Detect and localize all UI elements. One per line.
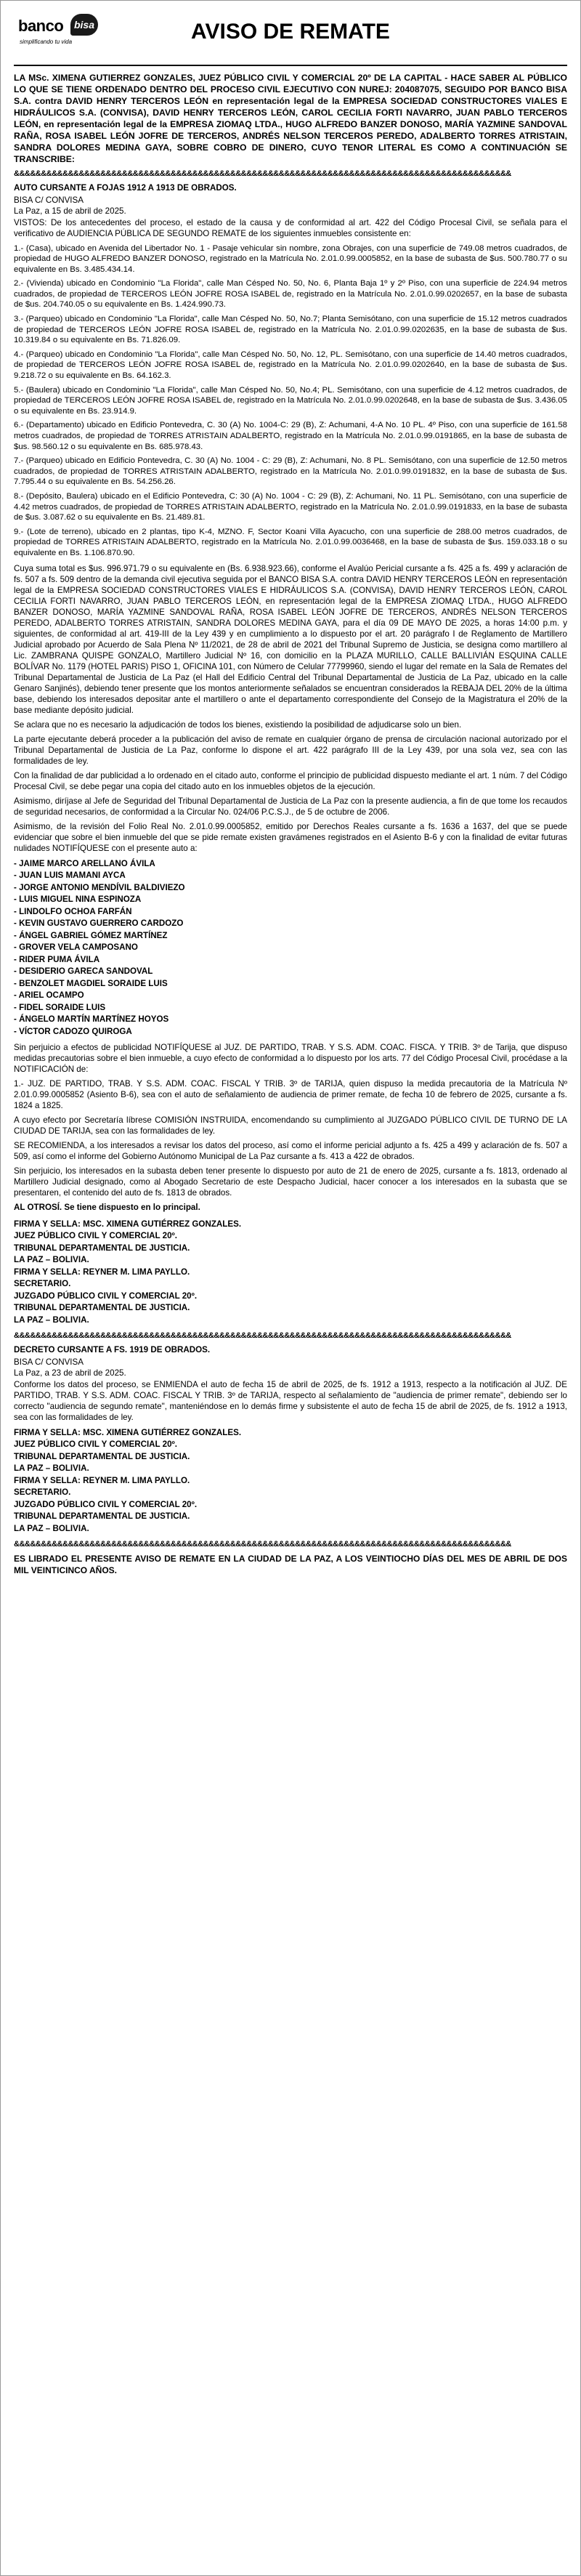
auto-date: La Paz, a 15 de abril de 2025.: [14, 206, 126, 216]
auto-section: [14, 182, 567, 239]
case-office: BISA C/ CONVISA: [14, 195, 84, 205]
notified-name: - JAIME MARCO ARELLANO ÁVILA: [14, 858, 155, 868]
notice-title: AVISO DE REMATE: [191, 20, 390, 44]
signature-line: FIRMA Y SELLA: REYNER M. LIMA PAYLLO.: [14, 1475, 190, 1485]
post-notice-paragraphs: [14, 1042, 567, 1214]
header-divider: [14, 65, 567, 66]
final-statement: ES LIBRADO EL PRESENTE AVISO DE REMATE EN LA CIUDAD DE LA PAZ, A LOS VEINTIOCHO DÍAS DEL MES DE ABRIL DE DOS MIL VEINTICINCO AÑOS.: [14, 1554, 567, 1576]
folio-paragraph: Asimismo, de la revisión del Folio Real No. 2.01.0.99.0005852, emitido por Derechos Reales cursante a fs. 1636 a 1637, del que se puede evidenciar que sobre el bien inmueble del que se pide remate existen gravámenes registrados en el Asiento B-6 y con la finalidad de evitar futuras nulidades NOTIFÍQUESE con el presente auto a:: [14, 821, 567, 853]
notified-name: - JORGE ANTONIO MENDÍVIL BALDIVIEZO: [14, 882, 185, 892]
separator-line: &&&&&&&&&&&&&&&&&&&&&&&&&&&&&&&&&&&&&&&&&&&&&&&&&&&&&&&&&&&&&&&&&&&&&&&&&&&&&&&&&&&&&&&&&&&&: [14, 1331, 511, 1341]
notified-names-list: [14, 858, 567, 1038]
notified-name: - GROVER VELA CAMPOSANO: [14, 942, 138, 953]
vistos-paragraph: VISTOS: De los antecedentes del proceso, el estado de la causa y de conformidad al art. 422 del Código Procesal Civil, se señala para el verificativo de AUDIENCIA PÚBLICA DE SEGUNDO REMATE de los siguientes inmuebles consistente en:: [14, 217, 567, 238]
signature-line: FIRMA Y SELLA: MSC. XIMENA GUTIÉRREZ GONZALES.: [14, 1427, 242, 1437]
signature-line: TRIBUNAL DEPARTAMENTAL DE JUSTICIA.: [14, 1511, 190, 1522]
lot-item: 4.- (Parqueo) ubicado en Condominio "La Florida", calle Man Césped No. 50, No. 12, PL. Semisótano, con una superficie de 14.40 metros cuadrados, de propiedad de TERCEROS LEÓN JOFRE ROSA ISABEL de, registrado en la Matrícula No. 2.01.0.99.0202640, en la base de subasta de $us. 9.218.72 o su equivalente en Bs. 64.162.3.: [14, 350, 567, 381]
total-paragraph: Cuya suma total es $us. 996.971.79 o su equivalente en (Bs. 6.938.923.66), conforme el Avalúo Pericial cursante a fs. 425 a fs. 499 y aclaración de fs. 507 a fs. 509 dentro de la demanda civil ejecutiva seguida por el BANCO BISA S.A. contra DAVID HENRY TERCEROS LEÓN en representación legal de la EMPRESA SOCIEDAD CONSTRUCTORES VIALES E HIDRÁULICOS S.A. (CONVISA), DAVID HENRY TERCEROS LEÓN, CAROL CECILIA FORTI NAVARRO, JUAN PABLO TERCEROS LEÓN, en representación legal de la EMPRESA ZIOMAQ LTDA., HUGO ALFREDO BANZER DONOSO, MARÍA YAZMINE SANDOVAL RAÑA, ROSA ISABEL LEÓN JOFRE DE TERCEROS, ANDRÉS NELSON TERCEROS PEREDO, ADALBERTO TORRES ATRISTAIN, SANDRA DOLORES MEDINA GAYA, para el día 09 DE MAYO DE 2025, a horas 14:00 p.m. y siguientes, de conformidad al art. 419-III de la Ley 439 y en cumplimiento a lo dispuesto por el art. 20 parágrafo I de Reglamento de Martillero Judicial aprobado por Acuerdo de Sala Plena Nº 11/2021, de 28 de abril de 2021 del Tribunal Supremo de Justicia, se designa como martillero al Lic. ZAMBRANA QUISPE GONZALO, Martillero Judicial Nº 16, con domicilio en la PLAZA MURILLO, CALLE BALLIVIÁN ESQUINA CALLE BOLÍVAR No. 1179 (HOTEL PARIS) PISO 1, OFICINA 101, con Número de Celular 77799960, siendo el lugar del remate en la Sala de Remates del Tribunal Departamental de Justicia de La Paz (el Hall del Edificio Central del Tribunal Departamental de Justicia de La Paz, ubicado en la calle Genaro Sanjinés), debiendo tener presente que los montos anteriormente señalados se encuentran considerados la REBAJA DEL 20% de la última base, debiendo los interesados depositar ante el martillero o ante el departamento correspondiente del Consejo de la Magistratura el 20% de la base mediante depósito judicial.: [14, 563, 567, 715]
notified-name: - DESIDERIO GARECA SANDOVAL: [14, 966, 153, 977]
lot-item: 9.- (Lote de terreno), ubicado en 2 plantas, tipo K-4, MZNO. F, Sector Koani Villa Ayacucho, con una superficie de 288.00 metros cuadrados, de propiedad de TORRES ATRISTAIN ADALBERTO, registrado en la Matrícula No. 2.01.0.99.0036468, en la base de subasta de $us. 159.033.18 o su equivalente en Bs. 1.106.870.90.: [14, 527, 567, 557]
posting-paragraph: Con la finalidad de dar publicidad a lo ordenado en el citado auto, conforme el principio de publicidad dispuesto mediante el art. 1 núm. 7 del Código Procesal Civil, se debe pegar una copia del citado auto en los inmuebles objetos de la ejecución.: [14, 770, 567, 791]
separator-line: &&&&&&&&&&&&&&&&&&&&&&&&&&&&&&&&&&&&&&&&&&&&&&&&&&&&&&&&&&&&&&&&&&&&&&&&&&&&&&&&&&&&&&&&&&&&: [14, 169, 511, 178]
lot-item: 2.- (Vivienda) ubicado en Condominio "La Florida", calle Man Césped No. 50, No. 6, Planta Baja 1º y 2º Piso, con una superficie de 224.94 metros cuadrados, de propiedad de TERCEROS LEÓN JOFRE ROSA ISABEL de, registrado en la Matrícula No. 2.01.0.99.0202657, en la base de subasta de $us. 204.740.05 o su equivalente en Bs. 1.424.990.73.: [14, 279, 567, 310]
commission-paragraph: A cuyo efecto por Secretaría líbrese COMISIÓN INSTRUIDA, encomendando su cumplimiento al JUZGADO PÚBLICO CIVIL DE TURNO DE LA CIUDAD DE TARIJA, sea con las formalidades de ley.: [14, 1115, 567, 1136]
signature-line: LA PAZ – BOLIVIA.: [14, 1463, 89, 1474]
logo-tagline: simplificando tu vida: [20, 39, 73, 45]
signature-line: LA PAZ – BOLIVIA.: [14, 1315, 89, 1325]
decree-office: BISA C/ CONVISA: [14, 1357, 84, 1367]
recommendation-paragraph: SE RECOMIENDA, a los interesados a revisar los datos del proceso, así como el informe pericial adjunto a fs. 425 a 499 y aclaración de fs. 507 a 509, así como el informe del Gobierno Autónomo Municipal de La Paz cursante a fs. 413 a 422 de obrados.: [14, 1141, 567, 1162]
notified-name: - LUIS MIGUEL NINA ESPINOZA: [14, 895, 142, 905]
notified-name: - RIDER PUMA ÁVILA: [14, 954, 100, 964]
intro-paragraph: LA MSc. XIMENA GUTIERREZ GONZALES, JUEZ PÚBLICO CIVIL Y COMERCIAL 20º DE LA CAPITAL - HACE SABER AL PÚBLICO LO QUE SE TIENE ORDENADO DENTRO DEL PROCESO CIVIL EJECUTIVO CON NUREJ: 204087075, SEGUIDO POR BANCO BISA S.A. contra DAVID HENRY TERCEROS LEÓN en representación legal de la EMPRESA SOCIEDAD CONSTRUCTORES VIALES E HIDRÁULICOS S.A. (CONVISA), DAVID HENRY TERCEROS LEÓN, CAROL CECILIA FORTI NAVARRO, JUAN PABLO TERCEROS LEÓN, en representación legal de la EMPRESA ZIOMAQ LTDA., HUGO ALFREDO BANZER DONOSO, MARÍA YAZMINE SANDOVAL RAÑA, ROSA ISABEL LEÓN JOFRE DE TERCEROS, ANDRÉS NELSON TERCEROS PEREDO, ADALBERTO TORRES ATRISTAIN, SANDRA DOLORES MEDINA GAYA, SOBRE COBRO DE DINERO, CUYO TENOR LITERAL ES COMO A CONTINUACIÓN SE TRANSCRIBE:: [14, 73, 567, 164]
signature-line: TRIBUNAL DEPARTAMENTAL DE JUSTICIA.: [14, 1303, 190, 1313]
notified-name: - VÍCTOR CADOZO QUIROGA: [14, 1026, 132, 1036]
signature-block-1: [14, 1219, 567, 1327]
notified-name: - JUAN LUIS MAMANI AYCA: [14, 871, 126, 881]
partial-adjudication-note: Se aclara que no es necesario la adjudicación de todos los bienes, existiendo la posibilidad de adjudicarse solo un bien.: [14, 719, 462, 730]
decree-body: Conforme los datos del proceso, se ENMIENDA el auto de fecha 15 de abril de 2025, de fs. 1912 a 1913, respecto a la notificación al JUZ. DE PARTIDO, TRAB. Y S.S. ADM. COAC. FISCAL Y TRIB. 3º de TARIJA, respecto al señalamiento de "audiencia de primer remate", debiendo ser lo correcto "audiencia de segundo remate", manteniéndose en lo demás firme y subsistente el auto de fecha 15 de abril de 2025, de fs. 1912 a 1913, sea con las formalidades de ley.: [14, 1379, 567, 1422]
otrosi-line: AL OTROSÍ. Se tiene dispuesto en lo principal.: [14, 1203, 200, 1213]
notified-name: - BENZOLET MAGDIEL SORAIDE LUIS: [14, 978, 168, 988]
decree-date: La Paz, a 23 de abril de 2025.: [14, 1368, 126, 1378]
lot-item: 3.- (Parqueo) ubicado en Condominio "La Florida", calle Man Césped No. 50, No.7; Planta Semisótano, con una superficie de 15.12 metros cuadrados de propiedad de TERCEROS LEÓN JOFRE ROSA ISABEL de, registrado en la Matrícula No. 2.01.0.99.0202635, en la base de subasta de $us. 10.319.84 o su equivalente en Bs. 71.826.09.: [14, 315, 567, 345]
signature-line: JUEZ PÚBLICO CIVIL Y COMERCIAL 20º.: [14, 1440, 177, 1450]
auto-heading: AUTO CURSANTE A FOJAS 1912 A 1913 DE OBRADOS.: [14, 183, 237, 193]
decree-heading: DECRETO CURSANTE A FS. 1919 DE OBRADOS.: [14, 1345, 211, 1355]
logo-mark: bisa: [70, 14, 98, 36]
signature-line: LA PAZ – BOLIVIA.: [14, 1255, 89, 1265]
signature-line: FIRMA Y SELLA: MSC. XIMENA GUTIÉRREZ GONZALES.: [14, 1219, 242, 1229]
signature-line: TRIBUNAL DEPARTAMENTAL DE JUSTICIA.: [14, 1451, 190, 1461]
notified-name: - ÁNGEL GABRIEL GÓMEZ MARTÍNEZ: [14, 930, 168, 940]
signature-line: JUZGADO PÚBLICO CIVIL Y COMERCIAL 20º.: [14, 1499, 198, 1509]
lot-item: 7.- (Parqueo) ubicado en Edificio Pontevedra, C. 30 (A) No. 1004 - C: 29 (B), Z: Achumani, No. 8 PL. Semisótano, con una superficie de 12.50 metros cuadrados, de propiedad de TORRES ATRISTAIN ADALBERTO, registrado en la Matrícula No. 2.01.0.99.0191832, en la base de subasta de $us. 7.795.44 o su equivalente en Bs. 54.256.26.: [14, 456, 567, 487]
signature-line: LA PAZ – BOLIVIA.: [14, 1523, 89, 1533]
separator-line: &&&&&&&&&&&&&&&&&&&&&&&&&&&&&&&&&&&&&&&&&&&&&&&&&&&&&&&&&&&&&&&&&&&&&&&&&&&&&&&&&&&&&&&&&&&&: [14, 1540, 511, 1549]
notice-header: [14, 9, 567, 62]
signature-line: TRIBUNAL DEPARTAMENTAL DE JUSTICIA.: [14, 1243, 190, 1253]
notified-name: - KEVIN GUSTAVO GUERRERO CARDOZO: [14, 918, 184, 929]
notified-name: - LINDOLFO OCHOA FARFÁN: [14, 906, 132, 916]
signature-line: FIRMA Y SELLA: REYNER M. LIMA PAYLLO.: [14, 1267, 190, 1277]
signature-line: SECRETARIO.: [14, 1279, 71, 1289]
security-paragraph: Asimismo, diríjase al Jefe de Seguridad del Tribunal Departamental de Justicia de La Paz con la presente audiencia, a fin de que tome los recaudos de seguridad necesarios, de conformidad a la Circular No. 024/06 P.C.S.J., de 5 de octubre de 2006.: [14, 796, 567, 817]
lot-item: 6.- (Departamento) ubicado en Edificio Pontevedra, C. 30 (A) No. 1004-C: 29 (B), Z: Achumani, 4-A No. 10 PL. 4º Piso, con una superficie de 161.58 metros cuadrados, de propiedad de TORRES ATRISTAIN ADALBERTO, registrado en la Matrícula No. 2.01.0.99.0191865, en la base de subasta de $us. 98.560.12 o su equivalente en Bs. 685.978.43.: [14, 421, 567, 451]
signature-block-2: [14, 1427, 567, 1535]
notified-name: - FIDEL SORAIDE LUIS: [14, 1002, 106, 1012]
lot-item: 8.- (Depósito, Baulera) ubicado en el Edificio Pontevedra, C: 30 (A) No. 1004 - C: 29 (B), Z: Achumani, No. 11 PL. Semisótano, con una superficie de 4.42 metros cuadrados, de propiedad de TORRES ATRISTAIN ADALBERTO, registrado en la Matrícula No. 2.01.0.99.0191833, en la base de subasta de $us. 3.087.62 o su equivalente en Bs. 21.489.81.: [14, 491, 567, 522]
logo-word: banco: [18, 17, 64, 35]
lot-item: 1.- (Casa), ubicado en Avenida del Libertador No. 1 - Pasaje vehicular sin nombre, zona Obrajes, con una superficie de 749.08 metros cuadrados, de propiedad de HUGO ALFREDO BANZER DONOSO, registrado en la Matrícula No. 2.01.0.99.0005852, en la base de subasta de $us. 500.780.77 o su equivalente en Bs. 3.485.434.14.: [14, 243, 567, 274]
signature-line: SECRETARIO.: [14, 1487, 71, 1498]
publicity-paragraph: Sin perjuicio a efectos de publicidad NOTIFÍQUESE al JUZ. DE PARTIDO, TRAB. Y S.S. ADM. COAC. FISCA. Y TRIB. 3º de Tarija, que dispuso medidas precautorias sobre el bien inmueble, a cuyo efecto de conformidad a lo dispuesto por los arts. 77 del Código Procesal Civil, procédase a la NOTIFICACIÓN de:: [14, 1043, 567, 1075]
lots-list: [14, 243, 567, 559]
closing-paragraphs: [14, 563, 567, 854]
publication-paragraph: La parte ejecutante deberá proceder a la publicación del aviso de remate en cualquier órgano de prensa de circulación nacional autorizado por el Tribunal Departamental de Justicia de La Paz, conforme lo dispone el art. 422 parágrafo III de la Ley 439, por una sola vez, sea con las formalidades de ley.: [14, 734, 567, 766]
signature-line: JUZGADO PÚBLICO CIVIL Y COMERCIAL 20º.: [14, 1291, 198, 1301]
signature-line: JUEZ PÚBLICO CIVIL Y COMERCIAL 20º.: [14, 1231, 177, 1241]
decree-section: [14, 1344, 567, 1423]
tarija-notification: 1.- JUZ. DE PARTIDO, TRAB. Y S.S. ADM. COAC. FISCAL Y TRIB. 3º de TARIJA, quien dispuso la medida precautoria de la Matrícula Nº 2.01.0.99.0005852 (Asiento B-6), sea con el auto de señalamiento de audiencia de primer remate, de fecha 10 de febrero de 2025, cursante a fs. 1824 a 1825.: [14, 1079, 567, 1111]
prior-auto-paragraph: Sin perjuicio, los interesados en la subasta deben tener presente lo dispuesto por auto de 21 de enero de 2025, cursante a fs. 1813, ordenado al Martillero Judicial designado, como al Abogado Secretario de este Despacho Judicial, hacer conocer a los interesados en la subasta que se presentaren, el contenido del auto de fs. 1813 de obrados.: [14, 1166, 567, 1198]
lot-item: 5.- (Baulera) ubicado en Condominio "La Florida", calle Man Césped No. 50, No.4; PL. Semisótano, con una superficie de 4.12 metros cuadrados, de propiedad de TERCEROS LEÓN JOFRE ROSA ISABEL de, registrado en la Matrícula No. 2.01.0.99.0202648, en la base de subasta de $us. 3.436.05 o su equivalente en Bs. 23.914.9.: [14, 385, 567, 416]
notified-name: - ÁNGELO MARTÍN MARTÍNEZ HOYOS: [14, 1014, 169, 1025]
notified-name: - ARIEL OCAMPO: [14, 990, 84, 1001]
